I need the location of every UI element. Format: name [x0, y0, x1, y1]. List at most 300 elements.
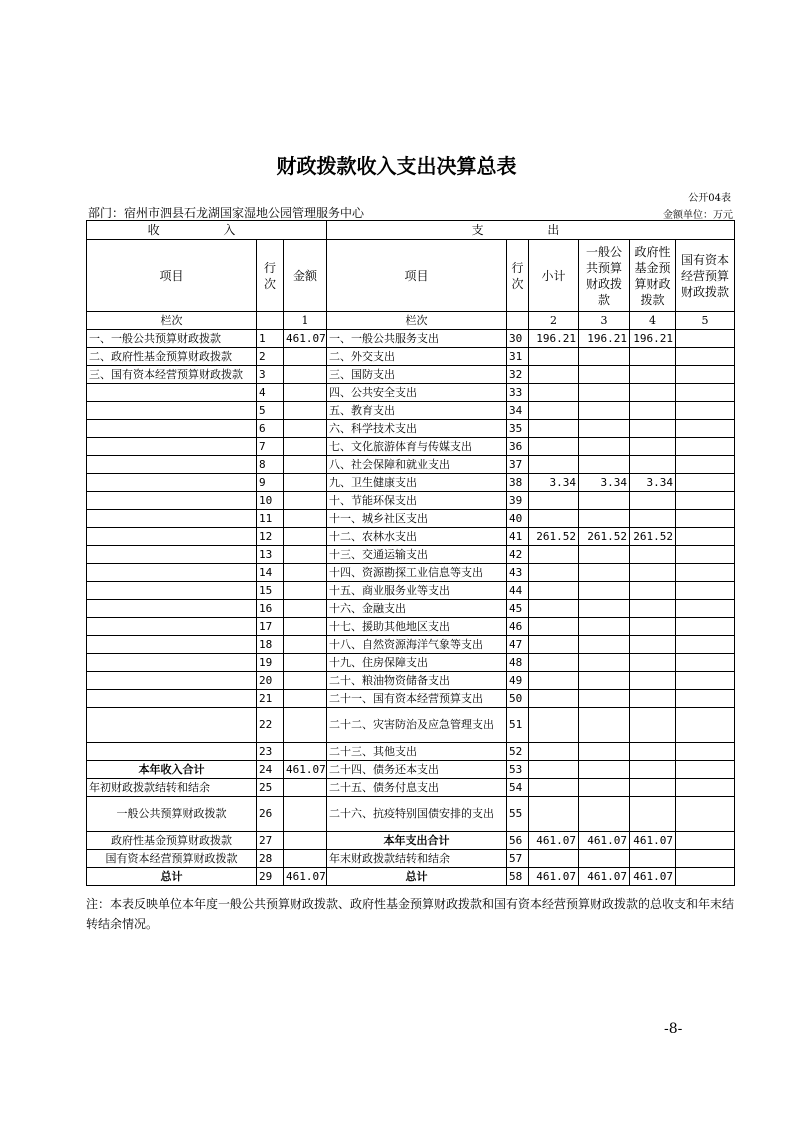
income-item — [87, 456, 257, 474]
income-row-no: 14 — [257, 564, 284, 582]
expense-item: 二十三、其他支出 — [327, 743, 507, 761]
expense-row-no: 48 — [507, 654, 529, 672]
expense-row-no: 39 — [507, 492, 529, 510]
expense-row-no: 53 — [507, 761, 529, 779]
income-row-no: 12 — [257, 528, 284, 546]
income-item — [87, 546, 257, 564]
table-row — [87, 743, 735, 761]
table-row — [87, 600, 735, 618]
form-number: 公开04表 — [688, 193, 731, 204]
subtotal-amount — [529, 510, 579, 528]
column-index-4: 4 — [630, 312, 676, 330]
gov-fund-amount — [630, 420, 676, 438]
fiscal-summary-table — [86, 220, 735, 886]
expense-row-no: 49 — [507, 672, 529, 690]
table-row — [87, 636, 735, 654]
subtotal-amount: 196.21 — [529, 330, 579, 348]
expense-row-no: 56 — [507, 832, 529, 850]
subtotal-amount — [529, 402, 579, 420]
subtotal-amount — [529, 797, 579, 832]
gov-fund-amount — [630, 618, 676, 636]
state-capital-amount — [676, 546, 735, 564]
income-amount — [284, 402, 327, 420]
table-row — [87, 654, 735, 672]
department-label: 部门：宿州市泗县石龙湖国家湿地公园管理服务中心 — [88, 206, 365, 220]
income-row-no: 3 — [257, 366, 284, 384]
income-amount — [284, 850, 327, 868]
table-row — [87, 348, 735, 366]
general-budget-amount: 196.21 — [579, 330, 630, 348]
subtotal-amount — [529, 348, 579, 366]
gov-fund-amount — [630, 492, 676, 510]
income-amount — [284, 492, 327, 510]
state-capital-amount — [676, 438, 735, 456]
income-amount: 461.07 — [284, 330, 327, 348]
expense-item: 二十五、债务付息支出 — [327, 779, 507, 797]
expense-item: 十二、农林水支出 — [327, 528, 507, 546]
income-amount — [284, 600, 327, 618]
state-capital-amount — [676, 850, 735, 868]
subtotal-amount: 3.34 — [529, 474, 579, 492]
income-amount — [284, 743, 327, 761]
table-row — [87, 546, 735, 564]
income-row-no: 15 — [257, 582, 284, 600]
state-capital-amount — [676, 618, 735, 636]
expense-row-no: 32 — [507, 366, 529, 384]
income-amount — [284, 546, 327, 564]
column-index-1: 1 — [284, 312, 327, 330]
income-item — [87, 438, 257, 456]
expense-item: 十六、金融支出 — [327, 600, 507, 618]
general-budget-amount — [579, 636, 630, 654]
expense-item: 五、教育支出 — [327, 402, 507, 420]
gov-fund-amount — [630, 779, 676, 797]
income-item: 年初财政拨款结转和结余 — [87, 779, 257, 797]
income-row-no-header: 行次 — [257, 240, 284, 312]
expense-row-no: 31 — [507, 348, 529, 366]
state-capital-amount — [676, 528, 735, 546]
income-amount: 461.07 — [284, 761, 327, 779]
expense-row-no: 58 — [507, 868, 529, 886]
income-row-no: 28 — [257, 850, 284, 868]
expense-row-no: 57 — [507, 850, 529, 868]
gov-fund-amount — [630, 438, 676, 456]
income-item: 二、政府性基金预算财政拨款 — [87, 348, 257, 366]
subtotal-amount — [529, 743, 579, 761]
gov-fund-amount — [630, 600, 676, 618]
income-item — [87, 636, 257, 654]
table-row — [87, 420, 735, 438]
gov-fund-amount — [630, 384, 676, 402]
state-capital-amount — [676, 832, 735, 850]
income-amount — [284, 438, 327, 456]
income-amount — [284, 618, 327, 636]
general-budget-amount — [579, 797, 630, 832]
general-budget-amount: 461.07 — [579, 832, 630, 850]
state-capital-amount — [676, 384, 735, 402]
income-row-no: 19 — [257, 654, 284, 672]
income-amount — [284, 708, 327, 743]
income-amount — [284, 582, 327, 600]
income-item — [87, 564, 257, 582]
income-amount — [284, 366, 327, 384]
income-row-no: 18 — [257, 636, 284, 654]
income-item: 政府性基金预算财政拨款 — [87, 832, 257, 850]
general-budget-amount — [579, 510, 630, 528]
gov-fund-amount — [630, 366, 676, 384]
state-capital-amount — [676, 366, 735, 384]
general-budget-amount: 3.34 — [579, 474, 630, 492]
income-amount — [284, 348, 327, 366]
income-amount — [284, 420, 327, 438]
gov-fund-amount — [630, 564, 676, 582]
table-row — [87, 402, 735, 420]
expense-item: 十一、城乡社区支出 — [327, 510, 507, 528]
income-amount — [284, 456, 327, 474]
gov-fund-amount — [630, 690, 676, 708]
expense-item: 十五、商业服务业等支出 — [327, 582, 507, 600]
general-budget-amount — [579, 761, 630, 779]
gov-fund-amount: 261.52 — [630, 528, 676, 546]
general-budget-amount — [579, 779, 630, 797]
state-capital-amount — [676, 330, 735, 348]
expense-row-no: 55 — [507, 797, 529, 832]
income-row-no: 8 — [257, 456, 284, 474]
general-budget-amount — [579, 420, 630, 438]
subtotal-amount — [529, 779, 579, 797]
general-budget-amount — [579, 492, 630, 510]
expense-section-header: 支 出 — [327, 221, 735, 240]
subtotal-amount — [529, 564, 579, 582]
income-amount: 461.07 — [284, 868, 327, 886]
general-budget-amount — [579, 384, 630, 402]
expense-item: 九、卫生健康支出 — [327, 474, 507, 492]
income-amount — [284, 797, 327, 832]
gov-fund-amount — [630, 672, 676, 690]
expense-item: 十四、资源勘探工业信息等支出 — [327, 564, 507, 582]
subtotal-amount — [529, 582, 579, 600]
expense-row-no: 45 — [507, 600, 529, 618]
subtotal-amount — [529, 546, 579, 564]
income-row-no: 25 — [257, 779, 284, 797]
state-capital-amount — [676, 582, 735, 600]
state-capital-amount — [676, 600, 735, 618]
expense-item: 二十四、债务还本支出 — [327, 761, 507, 779]
income-row-no: 27 — [257, 832, 284, 850]
table-row — [87, 384, 735, 402]
income-amount — [284, 832, 327, 850]
income-amount — [284, 510, 327, 528]
income-row-no: 6 — [257, 420, 284, 438]
table-row — [87, 438, 735, 456]
subtotal-amount — [529, 618, 579, 636]
subtotal-amount — [529, 690, 579, 708]
table-row — [87, 330, 735, 348]
income-item — [87, 600, 257, 618]
gov-fund-amount — [630, 850, 676, 868]
income-amount — [284, 672, 327, 690]
expense-row-no: 36 — [507, 438, 529, 456]
income-row-no: 9 — [257, 474, 284, 492]
subtotal-amount — [529, 636, 579, 654]
income-row-no: 1 — [257, 330, 284, 348]
expense-item: 四、公共安全支出 — [327, 384, 507, 402]
state-capital-amount — [676, 868, 735, 886]
income-item — [87, 654, 257, 672]
general-budget-amount — [579, 743, 630, 761]
subtotal-amount — [529, 456, 579, 474]
income-item — [87, 618, 257, 636]
expense-row-no: 37 — [507, 456, 529, 474]
table-row — [87, 761, 735, 779]
income-row-no: 17 — [257, 618, 284, 636]
expense-item: 十三、交通运输支出 — [327, 546, 507, 564]
expense-item: 三、国防支出 — [327, 366, 507, 384]
expense-item: 本年支出合计 — [327, 832, 507, 850]
income-item: 一般公共预算财政拨款 — [87, 797, 257, 832]
general-budget-amount — [579, 456, 630, 474]
income-row-no: 13 — [257, 546, 284, 564]
income-item-header: 项目 — [87, 240, 257, 312]
income-item — [87, 384, 257, 402]
expense-item: 一、一般公共服务支出 — [327, 330, 507, 348]
table-row — [87, 456, 735, 474]
general-budget-amount — [579, 546, 630, 564]
subtotal-amount — [529, 366, 579, 384]
income-item: 三、国有资本经营预算财政拨款 — [87, 366, 257, 384]
income-amount — [284, 384, 327, 402]
general-budget-header: 一般公共预算财政拨款 — [579, 240, 630, 312]
state-capital-amount — [676, 510, 735, 528]
income-row-no: 4 — [257, 384, 284, 402]
income-item: 国有资本经营预算财政拨款 — [87, 850, 257, 868]
gov-fund-amount: 461.07 — [630, 868, 676, 886]
gov-fund-amount — [630, 654, 676, 672]
income-amount — [284, 474, 327, 492]
income-row-no: 5 — [257, 402, 284, 420]
state-capital-amount — [676, 672, 735, 690]
table-row — [87, 618, 735, 636]
table-note: 注：本表反映单位本年度一般公共预算财政拨款、政府性基金预算财政拨款和国有资本经营预算财政拨款的总收支和年末结转结余情况。 — [86, 897, 735, 931]
amount-unit-label: 金额单位：万元 — [663, 210, 733, 221]
table-row — [87, 832, 735, 850]
general-budget-amount — [579, 654, 630, 672]
state-capital-amount — [676, 492, 735, 510]
general-budget-amount — [579, 600, 630, 618]
income-item — [87, 708, 257, 743]
table-row — [87, 510, 735, 528]
expense-row-no: 50 — [507, 690, 529, 708]
expense-item: 二十二、灾害防治及应急管理支出 — [327, 708, 507, 743]
subtotal-amount — [529, 761, 579, 779]
income-row-no: 21 — [257, 690, 284, 708]
subtotal-amount — [529, 438, 579, 456]
expense-row-no: 34 — [507, 402, 529, 420]
table-row — [87, 779, 735, 797]
expense-item: 二十六、抗疫特别国债安排的支出 — [327, 797, 507, 832]
expense-row-no: 40 — [507, 510, 529, 528]
gov-fund-amount: 3.34 — [630, 474, 676, 492]
expense-item: 八、社会保障和就业支出 — [327, 456, 507, 474]
state-capital-amount — [676, 797, 735, 832]
column-index-label-2: 栏次 — [327, 312, 507, 330]
gov-fund-amount — [630, 510, 676, 528]
state-capital-amount — [676, 564, 735, 582]
state-capital-amount — [676, 654, 735, 672]
expense-row-no: 35 — [507, 420, 529, 438]
column-index-5: 5 — [676, 312, 735, 330]
income-item — [87, 420, 257, 438]
general-budget-amount — [579, 438, 630, 456]
state-capital-amount — [676, 348, 735, 366]
table-row — [87, 708, 735, 743]
gov-fund-amount — [630, 797, 676, 832]
gov-fund-amount — [630, 743, 676, 761]
income-item: 本年收入合计 — [87, 761, 257, 779]
income-item — [87, 690, 257, 708]
income-row-no: 11 — [257, 510, 284, 528]
table-row — [87, 582, 735, 600]
income-row-no: 22 — [257, 708, 284, 743]
income-section-header: 收 入 — [87, 221, 327, 240]
expense-item: 十九、住房保障支出 — [327, 654, 507, 672]
expense-row-no: 38 — [507, 474, 529, 492]
state-capital-amount — [676, 690, 735, 708]
expense-row-no: 44 — [507, 582, 529, 600]
state-capital-amount — [676, 761, 735, 779]
expense-item-header: 项目 — [327, 240, 507, 312]
expense-item: 二十、粮油物资储备支出 — [327, 672, 507, 690]
table-row — [87, 366, 735, 384]
general-budget-amount — [579, 366, 630, 384]
income-row-no: 20 — [257, 672, 284, 690]
income-amount-header: 金额 — [284, 240, 327, 312]
expense-row-no: 54 — [507, 779, 529, 797]
expense-item: 十、节能环保支出 — [327, 492, 507, 510]
gov-fund-amount — [630, 348, 676, 366]
income-row-no: 23 — [257, 743, 284, 761]
income-row-no: 24 — [257, 761, 284, 779]
income-item — [87, 672, 257, 690]
table-row — [87, 690, 735, 708]
income-amount — [284, 636, 327, 654]
subtotal-amount — [529, 672, 579, 690]
general-budget-amount — [579, 690, 630, 708]
state-capital-amount — [676, 420, 735, 438]
gov-fund-amount — [630, 582, 676, 600]
expense-row-no: 43 — [507, 564, 529, 582]
state-capital-amount — [676, 402, 735, 420]
expense-item: 二、外交支出 — [327, 348, 507, 366]
general-budget-amount: 461.07 — [579, 868, 630, 886]
gov-fund-amount — [630, 636, 676, 654]
income-item — [87, 402, 257, 420]
subtotal-amount: 461.07 — [529, 832, 579, 850]
income-amount — [284, 564, 327, 582]
income-row-no: 26 — [257, 797, 284, 832]
column-index-3: 3 — [579, 312, 630, 330]
table-row — [87, 474, 735, 492]
income-item — [87, 582, 257, 600]
subtotal-amount — [529, 420, 579, 438]
income-item — [87, 743, 257, 761]
general-budget-amount — [579, 564, 630, 582]
state-capital-amount — [676, 743, 735, 761]
income-row-no: 7 — [257, 438, 284, 456]
general-budget-amount — [579, 850, 630, 868]
table-row — [87, 492, 735, 510]
column-index-label: 栏次 — [87, 312, 257, 330]
gov-fund-amount — [630, 456, 676, 474]
income-item: 总计 — [87, 868, 257, 886]
expense-row-no: 51 — [507, 708, 529, 743]
expense-row-no-header: 行次 — [507, 240, 529, 312]
income-amount — [284, 779, 327, 797]
income-row-no: 29 — [257, 868, 284, 886]
state-capital-amount — [676, 474, 735, 492]
subtotal-header: 小计 — [529, 240, 579, 312]
state-capital-amount — [676, 636, 735, 654]
general-budget-amount — [579, 402, 630, 420]
state-capital-amount — [676, 779, 735, 797]
income-row-no: 2 — [257, 348, 284, 366]
gov-fund-amount — [630, 546, 676, 564]
income-item — [87, 510, 257, 528]
income-item — [87, 528, 257, 546]
table-row — [87, 564, 735, 582]
expense-item: 总计 — [327, 868, 507, 886]
general-budget-amount — [579, 672, 630, 690]
table-row — [87, 850, 735, 868]
income-row-no: 10 — [257, 492, 284, 510]
income-amount — [284, 654, 327, 672]
subtotal-amount: 461.07 — [529, 868, 579, 886]
gov-fund-amount: 461.07 — [630, 832, 676, 850]
subtotal-amount: 261.52 — [529, 528, 579, 546]
expense-row-no: 47 — [507, 636, 529, 654]
expense-item: 年末财政拨款结转和结余 — [327, 850, 507, 868]
income-row-no: 16 — [257, 600, 284, 618]
income-amount — [284, 528, 327, 546]
general-budget-amount — [579, 618, 630, 636]
expense-row-no: 52 — [507, 743, 529, 761]
table-row — [87, 868, 735, 886]
subtotal-amount — [529, 708, 579, 743]
expense-item: 二十一、国有资本经营预算支出 — [327, 690, 507, 708]
expense-row-no: 33 — [507, 384, 529, 402]
column-index-2: 2 — [529, 312, 579, 330]
state-capital-amount — [676, 456, 735, 474]
general-budget-amount — [579, 708, 630, 743]
income-item: 一、一般公共预算财政拨款 — [87, 330, 257, 348]
general-budget-amount: 261.52 — [579, 528, 630, 546]
expense-item: 七、文化旅游体育与传媒支出 — [327, 438, 507, 456]
general-budget-amount — [579, 348, 630, 366]
expense-item: 十八、自然资源海洋气象等支出 — [327, 636, 507, 654]
expense-row-no: 41 — [507, 528, 529, 546]
subtotal-amount — [529, 600, 579, 618]
income-item — [87, 474, 257, 492]
income-amount — [284, 690, 327, 708]
general-budget-amount — [579, 582, 630, 600]
expense-row-no: 42 — [507, 546, 529, 564]
expense-row-no: 30 — [507, 330, 529, 348]
page-number: -8- — [664, 1021, 683, 1037]
gov-fund-header: 政府性基金预算财政拨款 — [630, 240, 676, 312]
expense-item: 十七、援助其他地区支出 — [327, 618, 507, 636]
subtotal-amount — [529, 384, 579, 402]
subtotal-amount — [529, 654, 579, 672]
